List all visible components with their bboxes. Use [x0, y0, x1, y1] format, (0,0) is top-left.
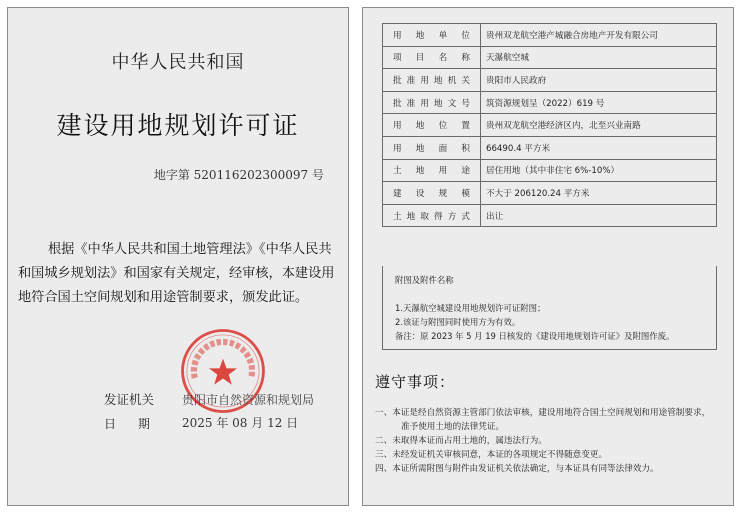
attachment-line: 2.该证与附图同时使用方为有效。 — [395, 317, 521, 327]
table-row — [383, 114, 717, 137]
certificate-front-page — [7, 7, 349, 506]
country-name: 中华人民共和国 — [111, 52, 245, 73]
row-label: 用地面积 — [383, 136, 481, 159]
date-label — [104, 415, 150, 432]
land-info-table — [382, 23, 717, 227]
date-label-char-2: 期 — [138, 417, 151, 431]
notice-item: 二、未取得本证而占用土地的，属违法行为。 — [375, 436, 547, 446]
certificate-body-content: 根据《中华人民共和国土地管理法》《中华人民共和国城乡规划法》和国家有关规定，经审核，本建设用地符合国土空间规划和用途管制要求，颁发此证。 — [18, 242, 335, 305]
row-value: 不大于 206120.24 平方米 — [481, 182, 717, 205]
attachment-remark: 备注：原 2023 年 5 月 19 日核发的《建设用地规划许可证》及附图作废。 — [395, 331, 675, 341]
row-label: 批准用地机关 — [383, 69, 481, 92]
attachments-box — [382, 266, 717, 350]
issuer-name: 贵阳市自然资源和规划局 — [182, 393, 315, 407]
row-label: 项目名称 — [383, 46, 481, 69]
row-value: 66490.4 平方米 — [481, 136, 717, 159]
row-label: 用地位置 — [383, 114, 481, 137]
table-row — [383, 91, 717, 114]
attachment-line: 1.天瀑航空城建设用地规划许可证附图； — [395, 303, 546, 313]
certificate-title: 建设用地规划许可证 — [56, 111, 300, 140]
row-value: 贵州双龙航空港经济区内，北至兴业南路 — [481, 114, 717, 137]
row-value: 出让 — [481, 204, 717, 227]
notice-item: 四、本证所需附图与附件由发证机关依法确定，与本证具有同等法律效力。 — [375, 464, 659, 474]
notice-item: 三、未经发证机关审核同意，本证的各项规定不得随意变更。 — [375, 450, 608, 460]
row-value: 贵阳市人民政府 — [481, 69, 717, 92]
notice-item-continuation: 准予使用土地的法律凭证。 — [401, 422, 505, 432]
certificate-detail-page — [362, 7, 734, 506]
date-label-char-1: 日 — [104, 417, 117, 431]
issuer-label: 发证机关 — [104, 392, 155, 407]
issue-date: 2025 年 08 月 12 日 — [182, 416, 299, 430]
row-value: 居住用地（其中非住宅 6%-10%） — [481, 159, 717, 182]
table-row — [383, 24, 717, 47]
row-label: 批准用地文号 — [383, 91, 481, 114]
notice-item: 一、本证是经自然资源主管部门依法审核，建设用地符合国土空间规划和用途管制要求， — [375, 408, 711, 418]
notice-list — [375, 407, 727, 477]
row-value: 贵州双龙航空港产城融合房地产开发有限公司 — [481, 24, 717, 47]
table-row — [383, 204, 717, 227]
row-label: 土地取得方式 — [383, 204, 481, 227]
table-row — [383, 136, 717, 159]
table-row — [383, 182, 717, 205]
certificate-body-text — [18, 238, 344, 310]
row-label: 建设规模 — [383, 182, 481, 205]
notice-title: 遵守事项： — [375, 373, 456, 391]
row-label: 用地单位 — [383, 24, 481, 47]
row-label: 土地用途 — [383, 159, 481, 182]
row-value: 天瀑航空城 — [481, 46, 717, 69]
table-row — [383, 69, 717, 92]
row-value: 筑资源规划呈（2022）619 号 — [481, 91, 717, 114]
table-row — [383, 159, 717, 182]
certificate-number: 地字第 520116202300097 号 — [153, 168, 324, 182]
table-row — [383, 46, 717, 69]
attachments-title: 附图及附件名称 — [395, 275, 454, 285]
